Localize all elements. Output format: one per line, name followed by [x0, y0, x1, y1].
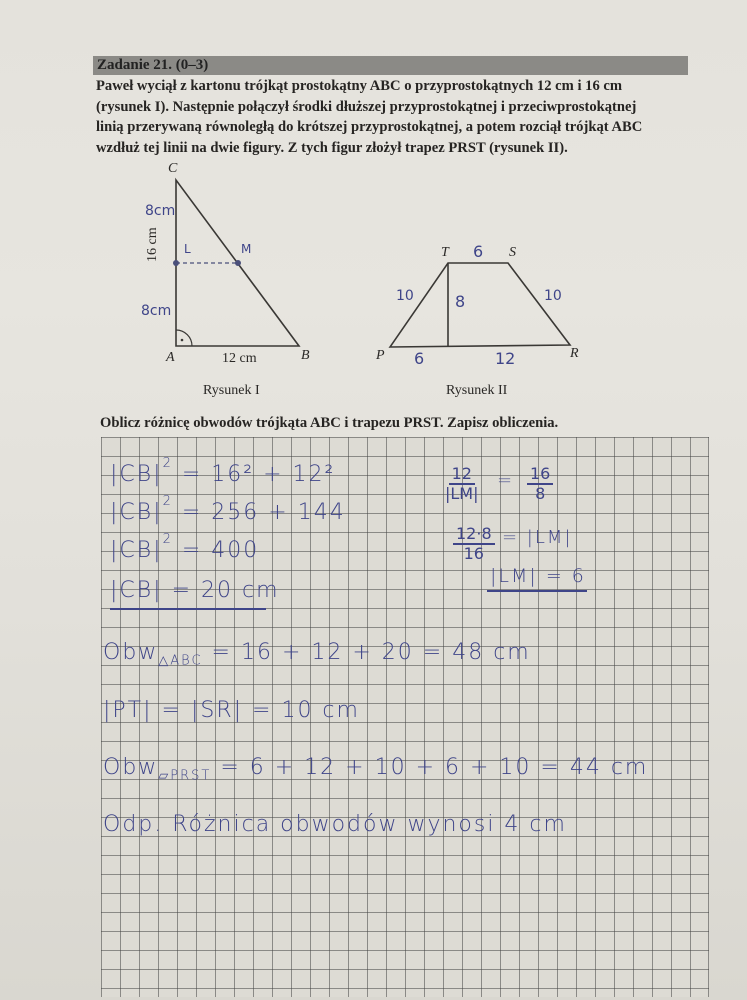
- right-angle-dot: [181, 339, 184, 342]
- lm-underline: [487, 590, 587, 592]
- hw-left-10: 10: [396, 288, 414, 304]
- figures: [0, 0, 747, 420]
- hw-perimeter-prst: Obw$_{▱PRST}$ = 6 + 12 + 10 + 6 + 10 = 44 cm: [103, 755, 649, 784]
- figure2-caption: Rysunek II: [446, 383, 508, 398]
- hw-point-l: L: [184, 242, 191, 256]
- hw-line-3: $|CB|^2 = 400$: [110, 532, 260, 563]
- point-m: [235, 260, 241, 266]
- hw-lower-8cm: 8cm: [141, 303, 172, 319]
- task-header: Zadanie 21. (0–3): [97, 57, 209, 73]
- hw-line-2: $|CB|^2 = 256 + 144$: [110, 494, 346, 525]
- figure1-caption: Rysunek I: [203, 383, 260, 398]
- hw-sides-pt-sr: |PT| = |SR| = 10 cm: [103, 698, 360, 723]
- vertex-r: R: [570, 346, 579, 361]
- fraction-12x8-over-16: $\frac{12\cdot 8}{16}$: [453, 525, 495, 563]
- side-ac-label: 16 cm: [145, 227, 160, 262]
- vertex-t: T: [441, 245, 449, 260]
- fraction-12-over-lm: $\frac{12}{|LM|}$: [445, 464, 479, 503]
- hw-upper-8cm: 8cm: [145, 203, 176, 219]
- vertex-p: P: [376, 348, 385, 363]
- hw-bottom-6: 6: [414, 349, 425, 368]
- vertex-a: A: [166, 350, 175, 365]
- fraction-16-over-8: $\frac{16}{8}$: [527, 465, 553, 503]
- hw-equals-1: =: [497, 470, 515, 491]
- question-text: Oblicz różnicę obwodów trójkąta ABC i trapezu PRST. Zapisz obliczenia.: [100, 415, 559, 431]
- vertex-s: S: [509, 245, 516, 260]
- vertex-b: B: [301, 348, 310, 363]
- hw-top-6: 6: [473, 242, 484, 261]
- hw-line-4: |CB| = 20 cm: [110, 578, 280, 603]
- hw-lm-result: |LM| = 6: [490, 565, 586, 587]
- hw-point-m: M: [241, 242, 252, 256]
- task-line-4: wzdłuż tej linii na dwie figury. Z tych figur złożył trapez PRST (rysunek II).: [96, 139, 568, 156]
- hw-right-10: 10: [544, 288, 562, 304]
- hw-lm-equation: = |LM|: [502, 527, 573, 548]
- hw-answer: Odp. Różnica obwodów wynosi 4 cm: [103, 812, 567, 837]
- result-underline: [110, 608, 266, 610]
- point-l: [173, 260, 179, 266]
- hw-line-1: $|CB|^2 = 16^2 + 12^2$: [110, 456, 336, 487]
- side-ab-label: 12 cm: [222, 351, 257, 366]
- task-line-2: (rysunek I). Następnie połączył środki dłuższej przyprostokątnej i przeciwprostokątnej: [96, 98, 637, 115]
- task-line-3: linią przerywaną równoległą do krótszej przyprostokątnej, a potem rozciął trójkąt ABC: [96, 119, 643, 135]
- hw-perimeter-abc: Obw$_{\triangle ABC}$ = 16 + 12 + 20 = 48 cm: [103, 640, 531, 669]
- task-line-1: Paweł wyciął z kartonu trójkąt prostokątny ABC o przyprostokątnych 12 cm i 16 cm: [96, 78, 623, 94]
- vertex-c: C: [168, 161, 178, 176]
- hw-bottom-12: 12: [495, 349, 516, 368]
- hw-height-8: 8: [455, 292, 466, 311]
- trapezoid-prst: [390, 263, 570, 347]
